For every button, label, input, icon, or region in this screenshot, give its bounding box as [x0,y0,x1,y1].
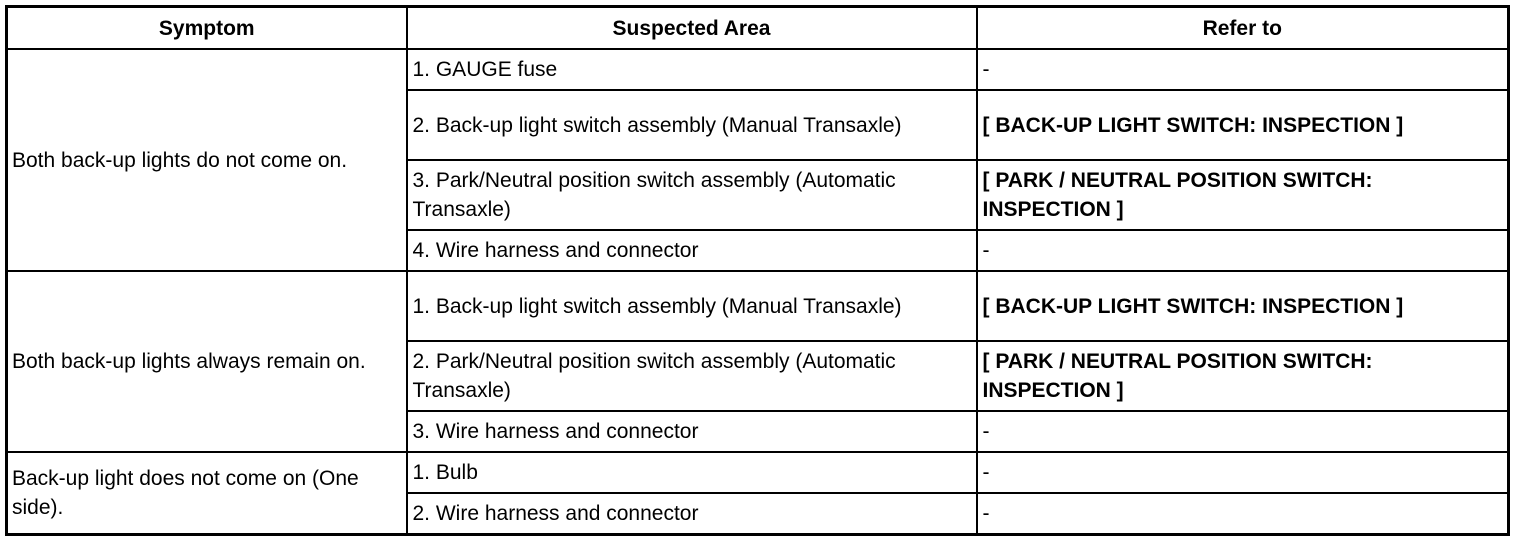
suspected-area-cell: 1. GAUGE fuse [407,49,977,90]
suspected-area-cell: 3. Wire harness and connector [407,411,977,452]
table-row [7,452,1509,493]
suspected-area-cell: 2. Park/Neutral position switch assembly (Automatic Transaxle) [407,341,977,411]
header-symptom: Symptom [7,7,407,50]
refer-to-cell: - [977,452,1509,493]
table-row [7,271,1509,341]
refer-to-link[interactable]: [ BACK-UP LIGHT SWITCH: INSPECTION ] [977,90,1509,160]
header-suspected-area: Suspected Area [407,7,977,50]
refer-to-link[interactable]: [ PARK / NEUTRAL POSITION SWITCH: INSPECTION ] [977,341,1509,411]
suspected-area-cell: 1. Back-up light switch assembly (Manual Transaxle) [407,271,977,341]
suspected-area-cell: 3. Park/Neutral position switch assembly (Automatic Transaxle) [407,160,977,230]
refer-to-cell: - [977,493,1509,535]
suspected-area-cell: 2. Back-up light switch assembly (Manual Transaxle) [407,90,977,160]
refer-to-cell: - [977,230,1509,271]
refer-to-cell: - [977,49,1509,90]
table-row [7,49,1509,90]
symptom-cell: Both back-up lights always remain on. [7,271,407,452]
symptom-cell: Both back-up lights do not come on. [7,49,407,271]
problem-symptoms-table [5,5,1510,536]
table-header-row [7,7,1509,50]
header-refer-to: Refer to [977,7,1509,50]
suspected-area-cell: 2. Wire harness and connector [407,493,977,535]
refer-to-link[interactable]: [ BACK-UP LIGHT SWITCH: INSPECTION ] [977,271,1509,341]
refer-to-cell: - [977,411,1509,452]
refer-to-link[interactable]: [ PARK / NEUTRAL POSITION SWITCH: INSPECTION ] [977,160,1509,230]
suspected-area-cell: 1. Bulb [407,452,977,493]
symptom-cell: Back-up light does not come on (One side). [7,452,407,535]
suspected-area-cell: 4. Wire harness and connector [407,230,977,271]
